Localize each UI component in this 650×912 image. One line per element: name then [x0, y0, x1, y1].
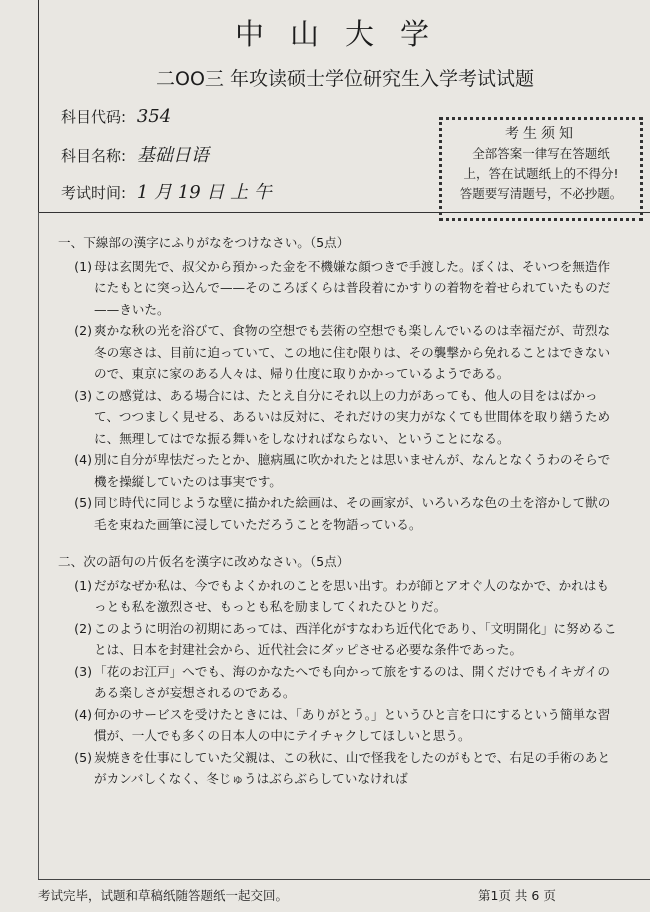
subject-name-label: 科目名称:: [61, 147, 127, 165]
question-number: (5): [74, 749, 92, 765]
subject-name-field: [61, 141, 209, 167]
subject-code-label: 科目代码:: [61, 108, 127, 126]
question-number: (3): [74, 387, 92, 403]
candidate-notice-box: [439, 117, 643, 221]
question-item: [58, 449, 618, 492]
question-text: 別に自分が卑怯だったとか、臆病風に吹かれたとは思いませんが、なんとなくうわのそらで機を操縦していたのは事実です。: [94, 452, 611, 489]
exam-time-field: [61, 178, 272, 204]
subject-name-value: 基础日语: [136, 145, 209, 166]
university-name: 中山大学: [234, 17, 455, 51]
notice-line: 全部答案一律写在答题纸: [472, 146, 610, 161]
question-item: [58, 492, 618, 535]
question-text: 炭焼きを仕事にしていた父親は、この秋に、山で怪我をしたのがもとで、右足の手術のあとがカンバしくなく、冬じゅうはぶらぶらしていなければ: [94, 749, 611, 786]
question-text: 同じ時代に同じような壁に描かれた絵画は、その画家が、いろいろな色の土を溶かして獣の毛を束ねた画筆に浸していただろうことを物語っている。: [94, 495, 611, 532]
question-text: このように明治の初期にあっては、西洋化がすなわち近代化であり、「文明開化」に努めることは、日本を封建社会から、近代社会にダッピさせる必要な条件であった。: [94, 620, 617, 657]
question-text: 「花のお江戸」へでも、海のかなたへでも向かって旅をするのは、開くだけでもイキガイのある楽しさが妄想されるのである。: [94, 663, 610, 700]
question-text: だがなぜか私は、今でもよくかれのことを思い出す。わが師とアオぐ人のなかで、かれはもっとも私を激烈させ、もっとも私を励ましてくれたひとりだ。: [94, 577, 609, 614]
page-footer: [38, 879, 650, 912]
exam-time-value: 1 月 19 日 上 午: [136, 182, 272, 203]
question-item: [58, 704, 618, 747]
question-number: (3): [74, 663, 92, 679]
question-item: [58, 618, 618, 661]
question-text: 爽かな秋の光を浴びて、食物の空想でも芸術の空想でも楽しんでいるのは幸福だが、苛烈な冬の寒さは、目前に迫っていて、この地に住む限りは、その襲撃から免れることはできないので、東京に家のある人々は、帰り仕度に取りかかっているようである。: [94, 323, 611, 381]
question-text: この感覚は、ある場合には、たとえ自分にそれ以上の力があっても、他人の目をはばかって、つつましく見せる、あるいは反対に、それだけの実力がなくても世間体を取り繕うために、無理してはでな振る舞いをしなければならない、ということになる。: [94, 387, 611, 446]
question-text: 何かのサービスを受けたときには、「ありがとう。」というひと言を口にするという簡単な習慣が、一人でも多くの日本人の中にテイチャクしてほしいと思う。: [94, 706, 611, 743]
question-body: [58, 232, 618, 790]
exam-time-label: 考试时间:: [61, 184, 127, 202]
question-item: [58, 575, 618, 618]
question-number: (5): [74, 495, 92, 510]
question-number: (1): [74, 258, 92, 274]
question-number: (4): [74, 706, 92, 722]
question-item: [58, 385, 618, 450]
footer-instruction: 考试完毕，试题和草稿纸随答题纸一起交回。: [38, 888, 289, 903]
subject-code-field: [61, 106, 171, 127]
question-number: (2): [74, 620, 92, 636]
question-item: [58, 320, 618, 385]
margin-rule: [38, 212, 39, 879]
question-number: (4): [74, 452, 92, 467]
question-number: (2): [74, 323, 92, 338]
section-2-heading: 二、次の語句の片仮名を漢字に改めなさい。（5点）: [58, 554, 350, 569]
section-1-heading: 一、下線部の漢字にふりがなをつけなさい。（5点）: [58, 235, 350, 250]
exam-header: [38, 0, 650, 213]
question-item: [58, 747, 618, 790]
page-number: 第1页 共 6 页: [478, 888, 556, 903]
exam-title: 二OO三 年攻读硕士学位研究生入学考试试题: [156, 68, 534, 90]
notice-line: 答题要写清题号，不必抄题。: [459, 186, 623, 201]
question-text: 母は玄関先で、叔父から預かった金を不機嫌な顔つきで手渡した。ぼくは、そいつを無造作にたもとに突っ込んで——そのころぼくらは普段着にかすりの着物を着せられていたものだ——きいた。: [94, 258, 611, 317]
notice-title: 考生须知: [505, 126, 577, 142]
question-number: (1): [74, 577, 92, 593]
subject-code-value: 354: [136, 106, 172, 127]
question-item: [58, 661, 618, 704]
question-item: [58, 256, 618, 321]
notice-line: 上，答在试题纸上的不得分!: [463, 166, 619, 181]
